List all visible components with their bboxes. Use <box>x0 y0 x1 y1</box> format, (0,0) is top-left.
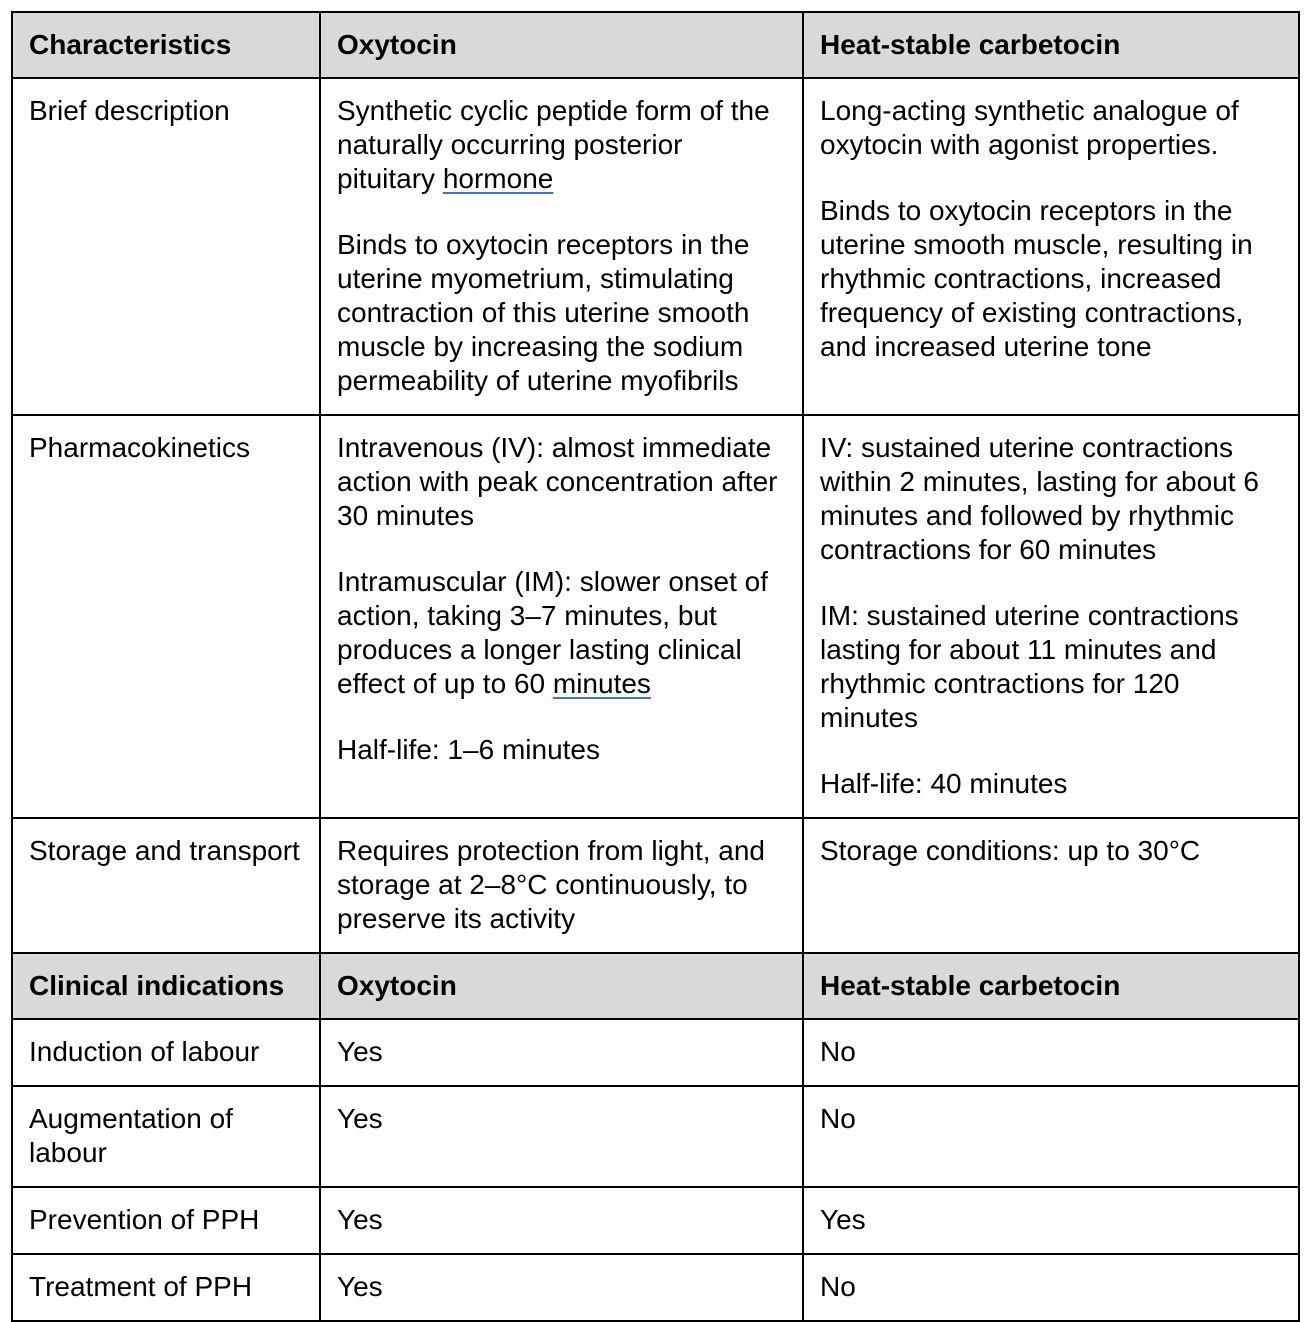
row-label: Induction of labour <box>12 1019 320 1086</box>
carbetocin-cell <box>803 78 1299 415</box>
header-cell-carbetocin: Heat-stable carbetocin <box>803 953 1299 1019</box>
paragraph: Binds to oxytocin receptors in the uterine smooth muscle, resulting in rhythmic contractions, increased frequency of existing contractions, and increased uterine tone <box>820 195 1253 362</box>
paragraph: Long-acting synthetic analogue of oxytocin with agonist properties. <box>820 95 1239 160</box>
table-row-augmentation <box>12 1086 1299 1187</box>
row-label: Brief description <box>12 78 320 415</box>
hormone-link[interactable]: hormone <box>442 163 554 194</box>
paragraph-text: Intramuscular (IM): slower onset of action, taking 3–7 minutes, but produces a longer lasting clinical effect of up to 60 <box>337 566 769 699</box>
table-row-brief-description <box>12 78 1299 415</box>
paragraph <box>337 565 788 701</box>
row-label: Pharmacokinetics <box>12 415 320 818</box>
oxytocin-cell: Yes <box>320 1019 803 1086</box>
oxytocin-cell <box>320 78 803 415</box>
table-header-row <box>12 12 1299 78</box>
header-cell-oxytocin: Oxytocin <box>320 953 803 1019</box>
header-cell-oxytocin: Oxytocin <box>320 12 803 78</box>
carbetocin-cell: No <box>803 1254 1299 1321</box>
header-cell-characteristics: Characteristics <box>12 12 320 78</box>
table-row-treatment <box>12 1254 1299 1321</box>
carbetocin-cell <box>803 818 1299 953</box>
carbetocin-cell: No <box>803 1086 1299 1187</box>
oxytocin-cell: Yes <box>320 1086 803 1187</box>
carbetocin-cell <box>803 415 1299 818</box>
paragraph: Half-life: 40 minutes <box>820 768 1068 799</box>
paragraph: Binds to oxytocin receptors in the uterine myometrium, stimulating contraction of this uterine smooth muscle by increasing the sodium permeability of uterine myofibrils <box>337 229 750 396</box>
row-label: Augmentation of labour <box>12 1086 320 1187</box>
oxytocin-cell: Yes <box>320 1254 803 1321</box>
carbetocin-cell: Yes <box>803 1187 1299 1254</box>
paragraph: Half-life: 1–6 minutes <box>337 734 601 765</box>
row-label: Prevention of PPH <box>12 1187 320 1254</box>
row-label: Storage and transport <box>12 818 320 953</box>
minutes-link[interactable]: minutes <box>552 668 651 699</box>
header-cell-clinical-indications: Clinical indications <box>12 953 320 1019</box>
oxytocin-cell: Yes <box>320 1187 803 1254</box>
table-row-storage-transport <box>12 818 1299 953</box>
table-row-pharmacokinetics <box>12 415 1299 818</box>
table-row-induction <box>12 1019 1299 1086</box>
clinical-indications-header-row <box>12 953 1299 1019</box>
paragraph <box>337 94 788 196</box>
table-row-prevention <box>12 1187 1299 1254</box>
paragraph: Intravenous (IV): almost immediate action with peak concentration after 30 minutes <box>337 432 778 531</box>
header-cell-carbetocin: Heat-stable carbetocin <box>803 12 1299 78</box>
paragraph: Requires protection from light, and storage at 2–8°C continuously, to preserve its activity <box>337 835 765 934</box>
paragraph: IM: sustained uterine contractions lasting for about 11 minutes and rhythmic contractions for 120 minutes <box>820 600 1239 733</box>
oxytocin-cell <box>320 415 803 818</box>
oxytocin-cell <box>320 818 803 953</box>
comparison-table <box>11 11 1300 1322</box>
paragraph: IV: sustained uterine contractions within 2 minutes, lasting for about 6 minutes and followed by rhythmic contractions for 60 minutes <box>820 432 1259 565</box>
carbetocin-cell: No <box>803 1019 1299 1086</box>
paragraph: Storage conditions: up to 30°C <box>820 835 1201 866</box>
row-label: Treatment of PPH <box>12 1254 320 1321</box>
paragraph-text: Synthetic cyclic peptide form of the naturally occurring posterior pituitary <box>337 95 770 194</box>
